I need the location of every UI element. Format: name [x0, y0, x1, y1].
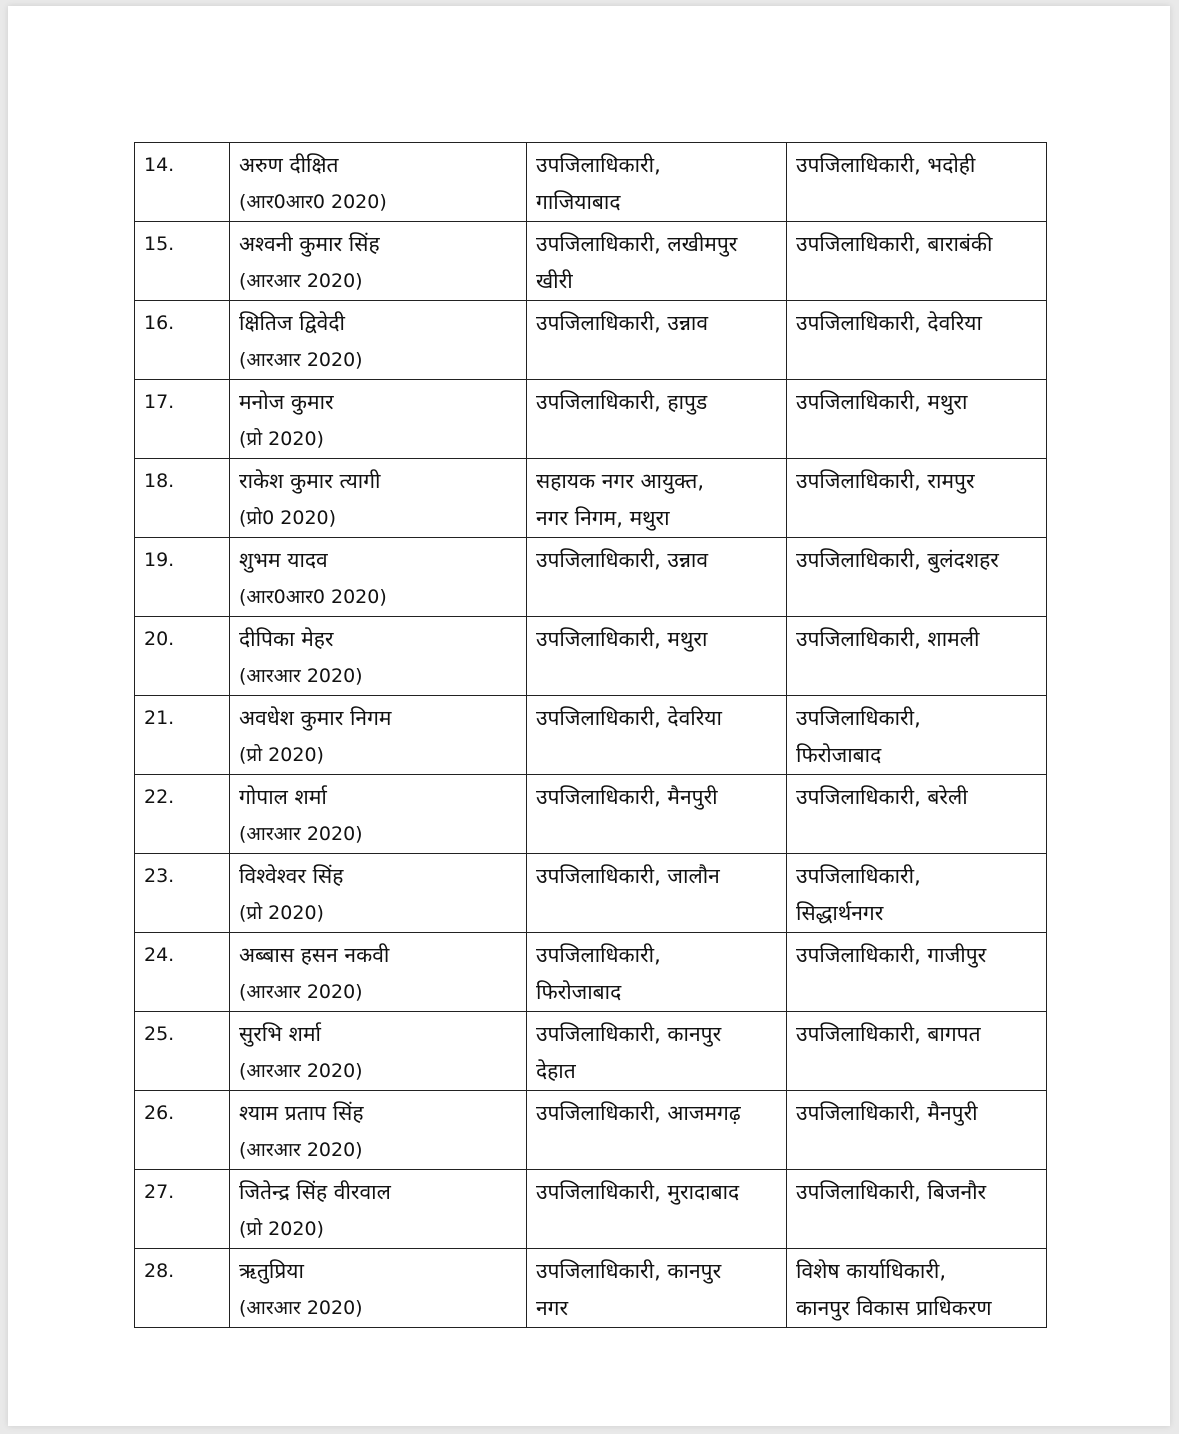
new-posting-line: उपजिलाधिकारी, बरेली — [796, 785, 968, 809]
officer-name: मनोज कुमार — [239, 390, 334, 414]
officer-cell — [230, 222, 527, 301]
current-posting-line: सहायक नगर आयुक्त, — [536, 469, 705, 493]
serial-number-cell: 17. — [135, 380, 230, 459]
current-posting-line: नगर निगम, मथुरा — [536, 506, 670, 530]
current-posting-line: नगर — [536, 1296, 569, 1320]
officer-cell — [230, 1249, 527, 1328]
new-posting-line: उपजिलाधिकारी, बिजनौर — [796, 1180, 987, 1204]
current-posting-line: उपजिलाधिकारी, — [536, 943, 661, 967]
current-posting-line: उपजिलाधिकारी, देवरिया — [536, 706, 722, 730]
table-row — [135, 538, 1047, 617]
new-posting-line: विशेष कार्याधिकारी, — [796, 1259, 947, 1283]
table-row — [135, 775, 1047, 854]
new-posting-cell — [787, 538, 1047, 617]
current-posting-line: उपजिलाधिकारी, उन्नाव — [536, 311, 709, 335]
officer-cell — [230, 301, 527, 380]
officer-cell — [230, 854, 527, 933]
current-posting-line: उपजिलाधिकारी, मैनपुरी — [536, 785, 718, 809]
new-posting-line: उपजिलाधिकारी, बागपत — [796, 1022, 981, 1046]
table-row — [135, 617, 1047, 696]
table-row — [135, 1012, 1047, 1091]
serial-number-cell: 28. — [135, 1249, 230, 1328]
officer-cell — [230, 538, 527, 617]
new-posting-line: उपजिलाधिकारी, देवरिया — [796, 311, 982, 335]
new-posting-cell — [787, 1091, 1047, 1170]
serial-number-cell: 14. — [135, 143, 230, 222]
new-posting-cell — [787, 1012, 1047, 1091]
current-posting-line: उपजिलाधिकारी, हापुड — [536, 390, 708, 414]
current-posting-cell — [527, 696, 787, 775]
new-posting-line: उपजिलाधिकारी, रामपुर — [796, 469, 975, 493]
new-posting-line: उपजिलाधिकारी, शामली — [796, 627, 980, 651]
serial-number-cell: 23. — [135, 854, 230, 933]
officer-name: श्याम प्रताप सिंह — [239, 1101, 364, 1125]
current-posting-line: उपजिलाधिकारी, आजमगढ़ — [536, 1101, 741, 1125]
officer-cell — [230, 143, 527, 222]
current-posting-cell — [527, 775, 787, 854]
current-posting-cell — [527, 459, 787, 538]
officer-name: शुभम यादव — [239, 548, 328, 572]
table-row — [135, 1091, 1047, 1170]
table-row — [135, 301, 1047, 380]
current-posting-cell — [527, 301, 787, 380]
current-posting-cell — [527, 538, 787, 617]
serial-number-cell: 18. — [135, 459, 230, 538]
current-posting-line: उपजिलाधिकारी, लखीमपुर — [536, 232, 738, 256]
officer-name: अवधेश कुमार निगम — [239, 706, 392, 730]
new-posting-cell — [787, 1170, 1047, 1249]
officer-name: अश्वनी कुमार सिंह — [239, 232, 380, 256]
officer-name: क्षितिज द्विवेदी — [239, 311, 345, 335]
new-posting-line: उपजिलाधिकारी, बुलंदशहर — [796, 548, 999, 572]
officer-batch: (प्रो 2020) — [239, 744, 324, 766]
serial-number-cell: 24. — [135, 933, 230, 1012]
officer-name: विश्वेश्वर सिंह — [239, 864, 344, 888]
serial-number-cell: 26. — [135, 1091, 230, 1170]
table-row — [135, 380, 1047, 459]
officer-batch: (आरआर 2020) — [239, 1060, 363, 1082]
serial-number-cell: 20. — [135, 617, 230, 696]
serial-number-cell: 16. — [135, 301, 230, 380]
current-posting-cell — [527, 1249, 787, 1328]
officer-name: अरुण दीक्षित — [239, 153, 339, 177]
new-posting-cell — [787, 459, 1047, 538]
table-row — [135, 854, 1047, 933]
officer-name: राकेश कुमार त्यागी — [239, 469, 381, 493]
officer-cell — [230, 696, 527, 775]
new-posting-cell — [787, 933, 1047, 1012]
new-posting-line: उपजिलाधिकारी, — [796, 706, 921, 730]
current-posting-line: उपजिलाधिकारी, कानपुर — [536, 1022, 722, 1046]
officer-name: सुरभि शर्मा — [239, 1022, 321, 1046]
new-posting-line: सिद्धार्थनगर — [796, 901, 884, 925]
serial-number-cell: 15. — [135, 222, 230, 301]
current-posting-line: खीरी — [536, 269, 573, 293]
table-row — [135, 459, 1047, 538]
current-posting-line: उपजिलाधिकारी, कानपुर — [536, 1259, 722, 1283]
officer-batch: (प्रो 2020) — [239, 902, 324, 924]
officer-cell — [230, 933, 527, 1012]
table-row — [135, 1249, 1047, 1328]
transfer-table — [134, 142, 1047, 1328]
officer-name: जितेन्द्र सिंह वीरवाल — [239, 1180, 391, 1204]
serial-number-cell: 19. — [135, 538, 230, 617]
table-row — [135, 143, 1047, 222]
new-posting-line: उपजिलाधिकारी, बाराबंकी — [796, 232, 993, 256]
current-posting-cell — [527, 617, 787, 696]
table-row — [135, 222, 1047, 301]
current-posting-cell — [527, 222, 787, 301]
new-posting-cell — [787, 696, 1047, 775]
officer-name: दीपिका मेहर — [239, 627, 334, 651]
new-posting-cell — [787, 775, 1047, 854]
officer-batch: (आरआर 2020) — [239, 823, 363, 845]
new-posting-line: उपजिलाधिकारी, मथुरा — [796, 390, 968, 414]
current-posting-line: उपजिलाधिकारी, मुरादाबाद — [536, 1180, 740, 1204]
officer-batch: (आरआर 2020) — [239, 270, 363, 292]
current-posting-cell — [527, 1012, 787, 1091]
officer-batch: (आरआर 2020) — [239, 1139, 363, 1161]
new-posting-cell — [787, 301, 1047, 380]
serial-number-cell: 22. — [135, 775, 230, 854]
new-posting-line: उपजिलाधिकारी, — [796, 864, 921, 888]
current-posting-line: उपजिलाधिकारी, जालौन — [536, 864, 720, 888]
current-posting-line: उपजिलाधिकारी, उन्नाव — [536, 548, 709, 572]
officer-batch: (प्रो 2020) — [239, 1218, 324, 1240]
officer-name: अब्बास हसन नकवी — [239, 943, 390, 967]
document-page — [8, 6, 1170, 1426]
new-posting-line: कानपुर विकास प्राधिकरण — [796, 1296, 992, 1320]
officer-batch: (आरआर 2020) — [239, 665, 363, 687]
new-posting-line: फिरोजाबाद — [796, 743, 882, 767]
officer-batch: (प्रो 2020) — [239, 428, 324, 450]
serial-number-cell: 21. — [135, 696, 230, 775]
officer-cell — [230, 459, 527, 538]
serial-number-cell: 27. — [135, 1170, 230, 1249]
current-posting-cell — [527, 933, 787, 1012]
current-posting-line: फिरोजाबाद — [536, 980, 622, 1004]
current-posting-cell — [527, 380, 787, 459]
officer-cell — [230, 775, 527, 854]
current-posting-line: गाजियाबाद — [536, 190, 621, 214]
new-posting-line: उपजिलाधिकारी, मैनपुरी — [796, 1101, 978, 1125]
table-row — [135, 696, 1047, 775]
officer-batch: (आर0आर0 2020) — [239, 191, 387, 213]
table-row — [135, 1170, 1047, 1249]
current-posting-cell — [527, 854, 787, 933]
officer-cell — [230, 1170, 527, 1249]
current-posting-line: उपजिलाधिकारी, मथुरा — [536, 627, 708, 651]
current-posting-line: उपजिलाधिकारी, — [536, 153, 661, 177]
new-posting-cell — [787, 222, 1047, 301]
new-posting-line: उपजिलाधिकारी, गाजीपुर — [796, 943, 987, 967]
current-posting-cell — [527, 143, 787, 222]
new-posting-line: उपजिलाधिकारी, भदोही — [796, 153, 976, 177]
new-posting-cell — [787, 617, 1047, 696]
officer-batch: (प्रो0 2020) — [239, 507, 337, 529]
officer-cell — [230, 380, 527, 459]
new-posting-cell — [787, 1249, 1047, 1328]
current-posting-line: देहात — [536, 1059, 576, 1083]
new-posting-cell — [787, 380, 1047, 459]
officer-batch: (आरआर 2020) — [239, 981, 363, 1003]
serial-number-cell: 25. — [135, 1012, 230, 1091]
table-row — [135, 933, 1047, 1012]
new-posting-cell — [787, 854, 1047, 933]
table-body — [135, 143, 1047, 1328]
officer-cell — [230, 617, 527, 696]
officer-name: गोपाल शर्मा — [239, 785, 327, 809]
officer-cell — [230, 1091, 527, 1170]
officer-cell — [230, 1012, 527, 1091]
new-posting-cell — [787, 143, 1047, 222]
current-posting-cell — [527, 1091, 787, 1170]
officer-batch: (आरआर 2020) — [239, 349, 363, 371]
current-posting-cell — [527, 1170, 787, 1249]
officer-batch: (आर0आर0 2020) — [239, 586, 387, 608]
officer-name: ऋतुप्रिया — [239, 1259, 304, 1283]
officer-batch: (आरआर 2020) — [239, 1297, 363, 1319]
